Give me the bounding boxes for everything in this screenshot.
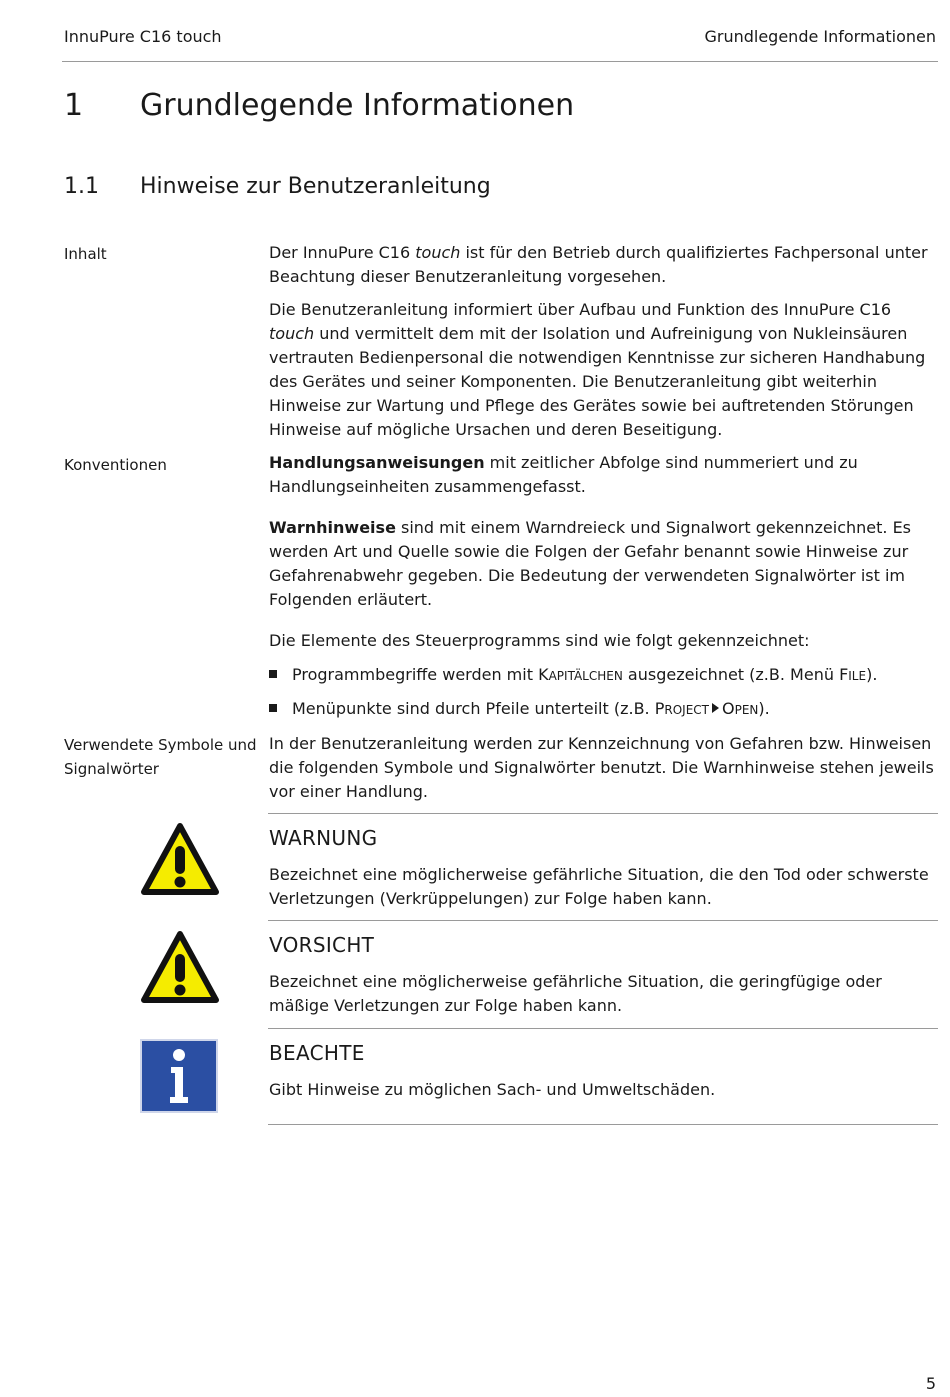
- arrow-right-icon: [712, 703, 719, 713]
- signal-divider: [268, 1124, 938, 1125]
- page-number: 5: [925, 1374, 936, 1393]
- bullet-square-icon: [269, 704, 277, 712]
- signal-word-beachte: BEACHTE: [269, 1041, 365, 1065]
- signal-text-beachte: Gibt Hinweise zu möglichen Sach- und Umweltschäden.: [269, 1080, 716, 1099]
- signal-text-vorsicht: Bezeichnet eine möglicherweise gefährliche Situation, die geringfügige oder mäßige Verletzungen zur Folge haben kann.: [269, 972, 882, 1015]
- signal-divider: [268, 1028, 938, 1029]
- list-item: Menüpunkte sind durch Pfeile unterteilt (z.B. PROJECT OPEN).: [269, 697, 770, 722]
- symbole-paragraph: In der Benutzeranleitung werden zur Kennzeichnung von Gefahren bzw. Hinweisen die folgenden Symbole und Signalwörter benutzt. Die Warnhinweise stehen jeweils vor einer Handlung.: [269, 734, 934, 801]
- section-title: Hinweise zur Benutzeranleitung: [140, 174, 491, 199]
- header-product-name: InnuPure C16 touch: [64, 27, 222, 46]
- header-divider: [62, 61, 938, 62]
- list-item: Programmbegriffe werden mit KAPITÄLCHEN ausgezeichnet (z.B. Menü FILE).: [269, 663, 877, 688]
- side-label-inhalt: Inhalt: [64, 245, 107, 263]
- inhalt-paragraph-1: Der InnuPure C16 touch ist für den Betrieb durch qualifiziertes Fachpersonal unter Beachtung dieser Benutzeranleitung vorgesehen.: [269, 243, 928, 286]
- warning-triangle-icon: [140, 822, 220, 896]
- chapter-title: Grundlegende Informationen: [140, 88, 575, 123]
- signal-divider: [268, 920, 938, 921]
- side-label-konventionen: Konventionen: [64, 456, 167, 474]
- signal-text-warnung: Bezeichnet eine möglicherweise gefährliche Situation, die den Tod oder schwerste Verletzungen (Verkrüppelungen) zur Folge haben kann.: [269, 865, 929, 908]
- header-chapter-title: Grundlegende Informationen: [704, 27, 936, 46]
- warning-triangle-icon: [140, 930, 220, 1004]
- konventionen-paragraph-2: Warnhinweise sind mit einem Warndreieck und Signalwort gekennzeichnet. Es werden Art und Quelle sowie die Folgen der Gefahr benannt sowie Hinweise zur Gefahrenabwehr gegeben. Die Bedeutung der verwendeten Signalwörter ist im Folgenden erläutert.: [269, 518, 912, 609]
- inhalt-paragraph-2: Die Benutzeranleitung informiert über Aufbau und Funktion des InnuPure C16 touch und vermittelt dem mit der Isolation und Aufreinigung von Nukleinsäuren vertrauten Bedienpersonal die notwendigen Kenntnisse zur sicheren Handhabung des Gerätes und seiner Komponenten. Die Benutzeranleitung gibt weiterhin Hinweise zur Wartung und Pflege des Gerätes sowie bei auftretenden Störungen Hinweise auf mögliche Ursachen und deren Beseitigung.: [269, 300, 926, 439]
- section-number: 1.1: [64, 174, 99, 199]
- konventionen-paragraph-1: Handlungsanweisungen mit zeitlicher Abfolge sind nummeriert und zu Handlungseinheiten zusammengefasst.: [269, 453, 858, 496]
- konventionen-paragraph-3: Die Elemente des Steuerprogramms sind wie folgt gekennzeichnet:: [269, 631, 810, 650]
- signal-word-warnung: WARNUNG: [269, 826, 378, 850]
- bullet-square-icon: [269, 670, 277, 678]
- chapter-number: 1: [64, 88, 84, 123]
- side-label-symbole: Verwendete Symbole und Signalwörter: [64, 736, 257, 778]
- signal-word-vorsicht: VORSICHT: [269, 933, 375, 957]
- signal-divider: [268, 813, 938, 814]
- info-icon: [140, 1039, 218, 1113]
